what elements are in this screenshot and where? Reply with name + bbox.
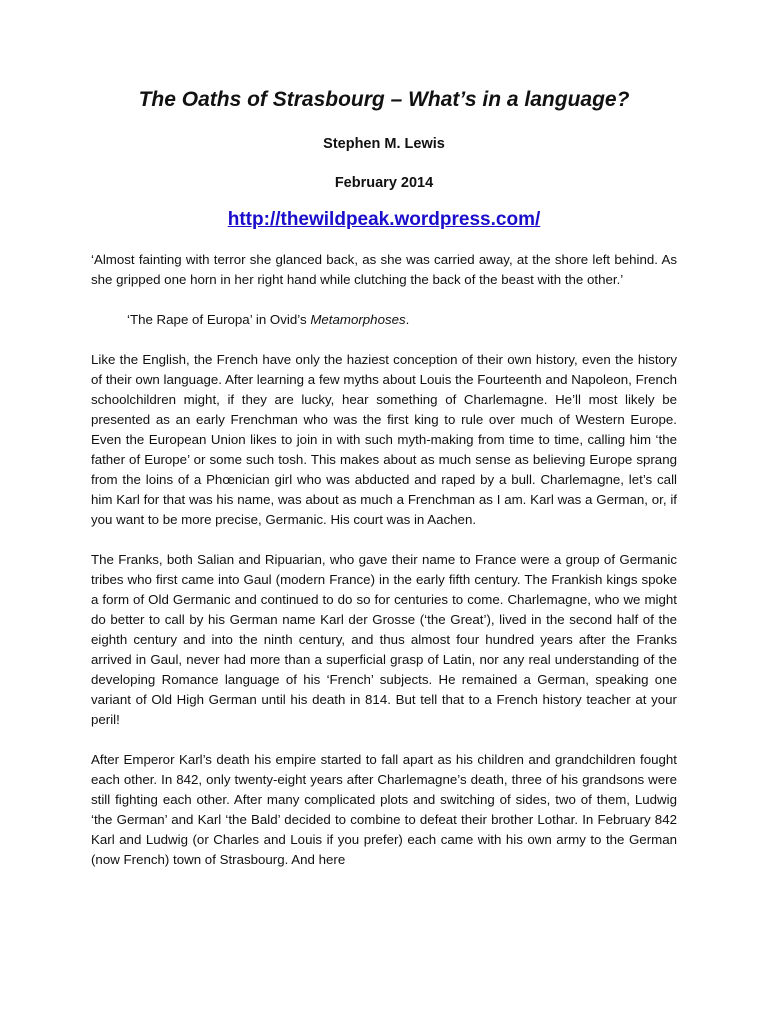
body-paragraph: After Emperor Karl’s death his empire started to fall apart as his children and grandchildren fought each other. In 842, only twenty-eight years after Charlemagne’s death, three of his grandsons were still fighting each other. After many complicated plots and switching of sides, two of them, Ludwig ‘the German’ and Karl ‘the Bald’ decided to combine to defeat their brother Lothar. In February 842 Karl and Ludwig (or Charles and Louis if you prefer) each came with his own army to the German (now French) town of Strasbourg. And here	[91, 752, 677, 867]
citation-work-title: Metamorphoses	[310, 312, 406, 327]
blog-link[interactable]: http://thewildpeak.wordpress.com/	[227, 209, 541, 230]
publication-date: February 2014	[334, 175, 434, 191]
citation-suffix: .	[405, 312, 410, 327]
citation-prefix: ‘The Rape of Europa’ in Ovid’s	[127, 312, 311, 327]
body-paragraph: Like the English, the French have only the haziest conception of their own history, even the history of their own language. After learning a few myths about Louis the Fourteenth and Napoleon, French schoolchildren might, if they are lucky, hear something of Charlemagne. He’ll most likely be presented as an early Frenchman who was the first king to rule over much of Western Europe. Even the European Union likes to join in with such myth-making from time to time, calling him ‘the father of Europe’ or some such tosh. This makes about as much sense as believing Europe sprang from the loins of a Phœnician girl who was abducted and raped by a bull. Charlemagne, let’s call him Karl for that was his name, was about as much a Frenchman as I am. Karl was a German, or, if you want to be more precise, Germanic. His court was in Aachen.	[91, 352, 677, 527]
author-name: Stephen M. Lewis	[323, 136, 445, 152]
document-title: The Oaths of Strasbourg – What’s in a language?	[138, 88, 630, 111]
epigraph-citation	[91, 310, 677, 330]
body-paragraph: The Franks, both Salian and Ripuarian, who gave their name to France were a group of Germanic tribes who first came into Gaul (modern France) in the early fifth century. The Frankish kings spoke a form of Old Germanic and continued to do so for centuries to come. Charlemagne, who we might do better to call by his German name Karl der Grosse (‘the Great’), lived in the second half of the eighth century and into the ninth century, and thus almost four hundred years after the Franks arrived in Gaul, never had more than a superficial grasp of Latin, nor any real understanding of the developing Romance language of his ‘French’ subjects. He remained a German, speaking one variant of Old High German until his death in 814. But tell that to a French history teacher at your peril!	[91, 552, 677, 727]
epigraph-quote: ‘Almost fainting with terror she glanced back, as she was carried away, at the shore left behind. As she gripped one horn in her right hand while clutching the back of the beast with the other.’	[91, 252, 677, 287]
